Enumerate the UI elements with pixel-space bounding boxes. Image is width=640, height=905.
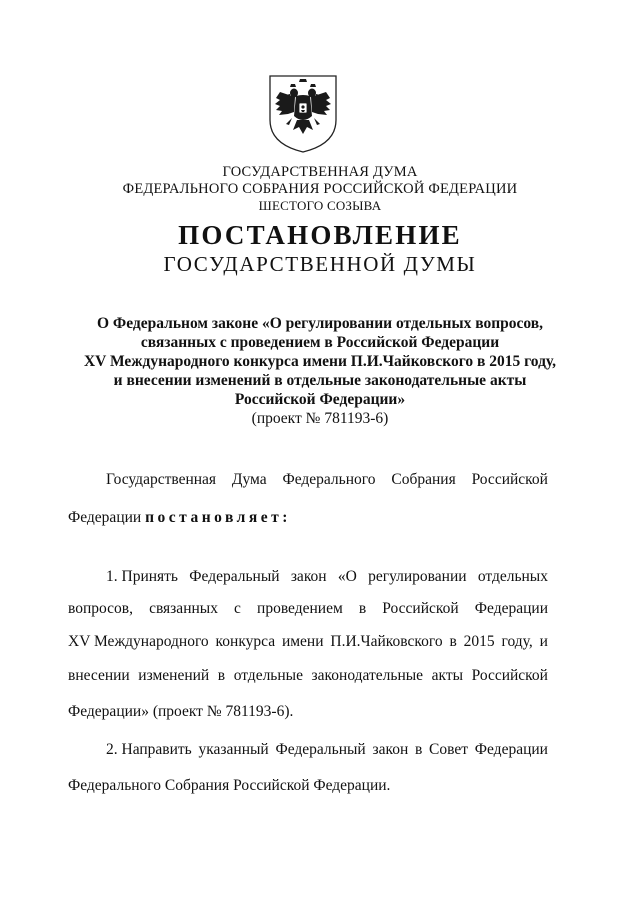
item1-line-3 — [68, 632, 548, 652]
item-word: с — [234, 600, 241, 617]
coat-of-arms-emblem — [266, 72, 340, 154]
item-word: 1. Принять — [106, 568, 179, 585]
subject-line: и внесении изменений в отдельные законодательные акты — [113, 372, 527, 389]
item-word: и — [539, 633, 548, 650]
header-federal-assembly: ФЕДЕРАЛЬНОГО СОБРАНИЯ РОССИЙСКОЙ ФЕДЕРАЦИИ — [122, 181, 518, 197]
item-word: связанных — [149, 600, 218, 617]
item-word: Федеральный — [189, 568, 280, 585]
preamble-line-1 — [68, 470, 548, 490]
decree-word: постановляет: — [145, 509, 291, 526]
item-word: в — [217, 667, 226, 684]
item-word: внесении — [68, 667, 130, 684]
item-word: XV Международного — [68, 633, 209, 650]
item1-line-2 — [68, 599, 548, 619]
preamble-word: Российской — [471, 471, 548, 488]
item-word: 2. Направить — [106, 741, 192, 758]
item-word: отдельных — [477, 568, 548, 585]
item-word: Федеральный — [275, 741, 366, 758]
item-word: в — [449, 633, 457, 650]
item2-line-1 — [68, 740, 548, 760]
item-word: вопросов, — [68, 600, 133, 617]
item1-line-1 — [68, 567, 548, 587]
item-word: регулировании — [368, 568, 467, 585]
item-word: году, — [501, 633, 533, 650]
item-word: изменений — [138, 667, 210, 684]
document-subtitle: ГОСУДАРСТВЕННОЙ ДУМЫ — [163, 252, 477, 276]
item-word: в — [358, 600, 367, 617]
item-word: законодательные — [311, 667, 424, 684]
item1-line-5: Федерации» (проект № 781193-6). — [68, 703, 294, 720]
preamble-word: Дума — [231, 471, 267, 488]
item-word: Российской — [471, 667, 548, 684]
item-word: акты — [431, 667, 464, 684]
preamble-word: Федерации — [68, 509, 142, 526]
document-subject — [0, 314, 640, 428]
item-word: отдельные — [233, 667, 303, 684]
project-number: (проект № 781193-6) — [251, 410, 389, 427]
item-word: Совет — [429, 741, 469, 758]
subject-line: О Федеральном законе «О регулировании отдельных вопросов, — [96, 315, 543, 332]
item1-line-4 — [68, 666, 548, 686]
item-word: конкурса — [215, 633, 276, 650]
item-word: Федерации — [474, 600, 548, 617]
header-duma: ГОСУДАРСТВЕННАЯ ДУМА — [222, 164, 418, 180]
subject-line: XV Международного конкурса имени П.И.Чайковского в 2015 году, — [83, 353, 556, 370]
item-word: Российской — [382, 600, 459, 617]
document-title: ПОСТАНОВЛЕНИЕ — [178, 220, 462, 250]
item-word: указанный — [198, 741, 269, 758]
subject-line: связанных с проведением в Российской Федерации — [140, 334, 500, 351]
item-word: имени — [281, 633, 324, 650]
subject-line: Российской Федерации» — [234, 391, 406, 408]
preamble-word: Федерального — [282, 471, 376, 488]
item-word: «О — [337, 568, 357, 585]
preamble-line-2 — [68, 508, 548, 528]
preamble-word: Собрания — [391, 471, 456, 488]
russian-coat-of-arms-icon — [266, 72, 340, 154]
item-word: проведением — [257, 600, 343, 617]
item-word: 2015 — [463, 633, 495, 650]
header-convocation: ШЕСТОГО СОЗЫВА — [258, 198, 382, 213]
item-word: закон — [372, 741, 409, 758]
item-word: закон — [290, 568, 327, 585]
preamble-word: Государственная — [106, 471, 217, 488]
item-word: в — [414, 741, 423, 758]
item-word: Федерации — [474, 741, 548, 758]
item2-line-2: Федерального Собрания Российской Федерации. — [68, 777, 391, 794]
item-word: П.И.Чайковского — [330, 633, 443, 650]
